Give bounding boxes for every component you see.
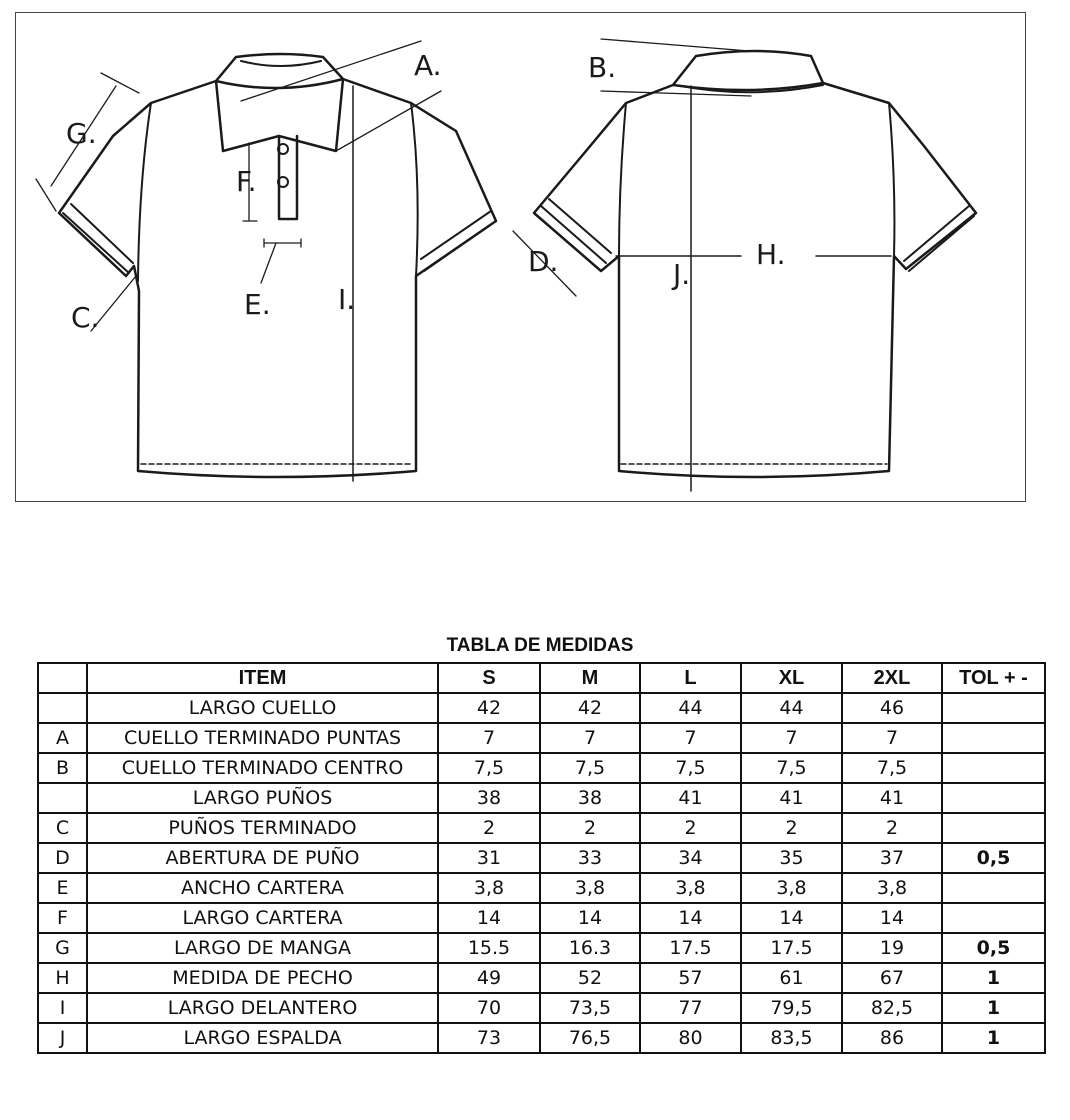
table-row xyxy=(38,993,1045,1023)
cell-item: LARGO DELANTERO xyxy=(87,993,438,1023)
cell-l: 80 xyxy=(640,1023,741,1053)
cell-code: I xyxy=(38,993,87,1023)
cell-tol xyxy=(942,813,1045,843)
cell-item: LARGO ESPALDA xyxy=(87,1023,438,1053)
cell-s: 7,5 xyxy=(438,753,540,783)
cell-code: G xyxy=(38,933,87,963)
cell-xl: 17.5 xyxy=(741,933,842,963)
cell-m: 33 xyxy=(540,843,640,873)
table-row xyxy=(38,753,1045,783)
cell-s: 49 xyxy=(438,963,540,993)
cell-l: 3,8 xyxy=(640,873,741,903)
cell-item: LARGO PUÑOS xyxy=(87,783,438,813)
cell-code xyxy=(38,783,87,813)
cell-code: E xyxy=(38,873,87,903)
polo-shirt-drawings xyxy=(16,13,1027,503)
cell-s: 2 xyxy=(438,813,540,843)
table-row xyxy=(38,783,1045,813)
label-j: J. xyxy=(673,258,691,291)
cell-m: 52 xyxy=(540,963,640,993)
cell-l: 34 xyxy=(640,843,741,873)
cell-xl: 7,5 xyxy=(741,753,842,783)
cell-code: A xyxy=(38,723,87,753)
cell-xxl: 46 xyxy=(842,693,942,723)
cell-m: 2 xyxy=(540,813,640,843)
cell-s: 73 xyxy=(438,1023,540,1053)
cell-tol xyxy=(942,693,1045,723)
cell-xl: 44 xyxy=(741,693,842,723)
cell-s: 42 xyxy=(438,693,540,723)
cell-item: CUELLO TERMINADO PUNTAS xyxy=(87,723,438,753)
cell-l: 57 xyxy=(640,963,741,993)
table-row xyxy=(38,693,1045,723)
table-row xyxy=(38,813,1045,843)
cell-m: 7,5 xyxy=(540,753,640,783)
cell-l: 17.5 xyxy=(640,933,741,963)
cell-item: ANCHO CARTERA xyxy=(87,873,438,903)
cell-xxl: 2 xyxy=(842,813,942,843)
table-row xyxy=(38,843,1045,873)
cell-l: 2 xyxy=(640,813,741,843)
cell-m: 16.3 xyxy=(540,933,640,963)
label-f: F. xyxy=(236,165,257,198)
label-g: G. xyxy=(66,117,97,150)
cell-xxl: 37 xyxy=(842,843,942,873)
cell-l: 14 xyxy=(640,903,741,933)
cell-tol: 1 xyxy=(942,1023,1045,1053)
cell-s: 38 xyxy=(438,783,540,813)
header-item: ITEM xyxy=(87,663,438,693)
cell-m: 7 xyxy=(540,723,640,753)
cell-xxl: 14 xyxy=(842,903,942,933)
cell-s: 15.5 xyxy=(438,933,540,963)
cell-code: B xyxy=(38,753,87,783)
cell-l: 7 xyxy=(640,723,741,753)
cell-tol: 0,5 xyxy=(942,933,1045,963)
cell-item: ABERTURA DE PUÑO xyxy=(87,843,438,873)
header-2xl: 2XL xyxy=(842,663,942,693)
cell-m: 73,5 xyxy=(540,993,640,1023)
table-row xyxy=(38,1023,1045,1053)
cell-m: 3,8 xyxy=(540,873,640,903)
cell-tol xyxy=(942,753,1045,783)
header-l: L xyxy=(640,663,741,693)
cell-xxl: 7 xyxy=(842,723,942,753)
cell-tol: 0,5 xyxy=(942,843,1045,873)
cell-item: MEDIDA DE PECHO xyxy=(87,963,438,993)
label-h: H. xyxy=(756,238,786,271)
label-a: A. xyxy=(414,49,442,82)
label-d: D. xyxy=(528,245,559,278)
cell-xxl: 82,5 xyxy=(842,993,942,1023)
cell-s: 7 xyxy=(438,723,540,753)
cell-m: 42 xyxy=(540,693,640,723)
header-m: M xyxy=(540,663,640,693)
back-shirt-drawing xyxy=(513,39,976,491)
cell-s: 31 xyxy=(438,843,540,873)
cell-xl: 79,5 xyxy=(741,993,842,1023)
cell-code: H xyxy=(38,963,87,993)
cell-code: F xyxy=(38,903,87,933)
cell-xxl: 7,5 xyxy=(842,753,942,783)
cell-xl: 3,8 xyxy=(741,873,842,903)
cell-xl: 7 xyxy=(741,723,842,753)
label-b: B. xyxy=(588,51,617,84)
cell-tol xyxy=(942,873,1045,903)
cell-l: 41 xyxy=(640,783,741,813)
header-s: S xyxy=(438,663,540,693)
cell-tol: 1 xyxy=(942,993,1045,1023)
cell-item: LARGO CUELLO xyxy=(87,693,438,723)
table-row xyxy=(38,873,1045,903)
cell-xl: 2 xyxy=(741,813,842,843)
cell-code: D xyxy=(38,843,87,873)
measurements-table xyxy=(37,662,1046,1054)
cell-s: 3,8 xyxy=(438,873,540,903)
label-e: E. xyxy=(244,288,271,321)
front-shirt-drawing xyxy=(36,41,496,481)
table-header-row xyxy=(38,663,1045,693)
cell-item: LARGO DE MANGA xyxy=(87,933,438,963)
table-row xyxy=(38,963,1045,993)
cell-xl: 41 xyxy=(741,783,842,813)
table-body xyxy=(38,693,1045,1053)
label-c: C. xyxy=(71,301,100,334)
header-xl: XL xyxy=(741,663,842,693)
cell-tol: 1 xyxy=(942,963,1045,993)
cell-m: 14 xyxy=(540,903,640,933)
cell-xxl: 67 xyxy=(842,963,942,993)
cell-xl: 14 xyxy=(741,903,842,933)
cell-xxl: 41 xyxy=(842,783,942,813)
cell-code xyxy=(38,693,87,723)
cell-l: 7,5 xyxy=(640,753,741,783)
cell-s: 70 xyxy=(438,993,540,1023)
cell-item: PUÑOS TERMINADO xyxy=(87,813,438,843)
cell-l: 44 xyxy=(640,693,741,723)
cell-tol xyxy=(942,903,1045,933)
cell-tol xyxy=(942,723,1045,753)
cell-code: J xyxy=(38,1023,87,1053)
table-row xyxy=(38,723,1045,753)
cell-code: C xyxy=(38,813,87,843)
label-i: I. xyxy=(338,283,356,316)
table-row xyxy=(38,933,1045,963)
table-title: TABLA DE MEDIDAS xyxy=(446,635,634,656)
table-row xyxy=(38,903,1045,933)
cell-item: CUELLO TERMINADO CENTRO xyxy=(87,753,438,783)
cell-s: 14 xyxy=(438,903,540,933)
cell-xl: 83,5 xyxy=(741,1023,842,1053)
cell-xxl: 19 xyxy=(842,933,942,963)
cell-item: LARGO CARTERA xyxy=(87,903,438,933)
cell-xxl: 3,8 xyxy=(842,873,942,903)
cell-m: 76,5 xyxy=(540,1023,640,1053)
cell-m: 38 xyxy=(540,783,640,813)
cell-xl: 61 xyxy=(741,963,842,993)
header-tol: TOL + - xyxy=(942,663,1045,693)
garment-diagram xyxy=(15,12,1026,502)
cell-tol xyxy=(942,783,1045,813)
cell-xl: 35 xyxy=(741,843,842,873)
cell-l: 77 xyxy=(640,993,741,1023)
cell-xxl: 86 xyxy=(842,1023,942,1053)
header-code xyxy=(38,663,87,693)
